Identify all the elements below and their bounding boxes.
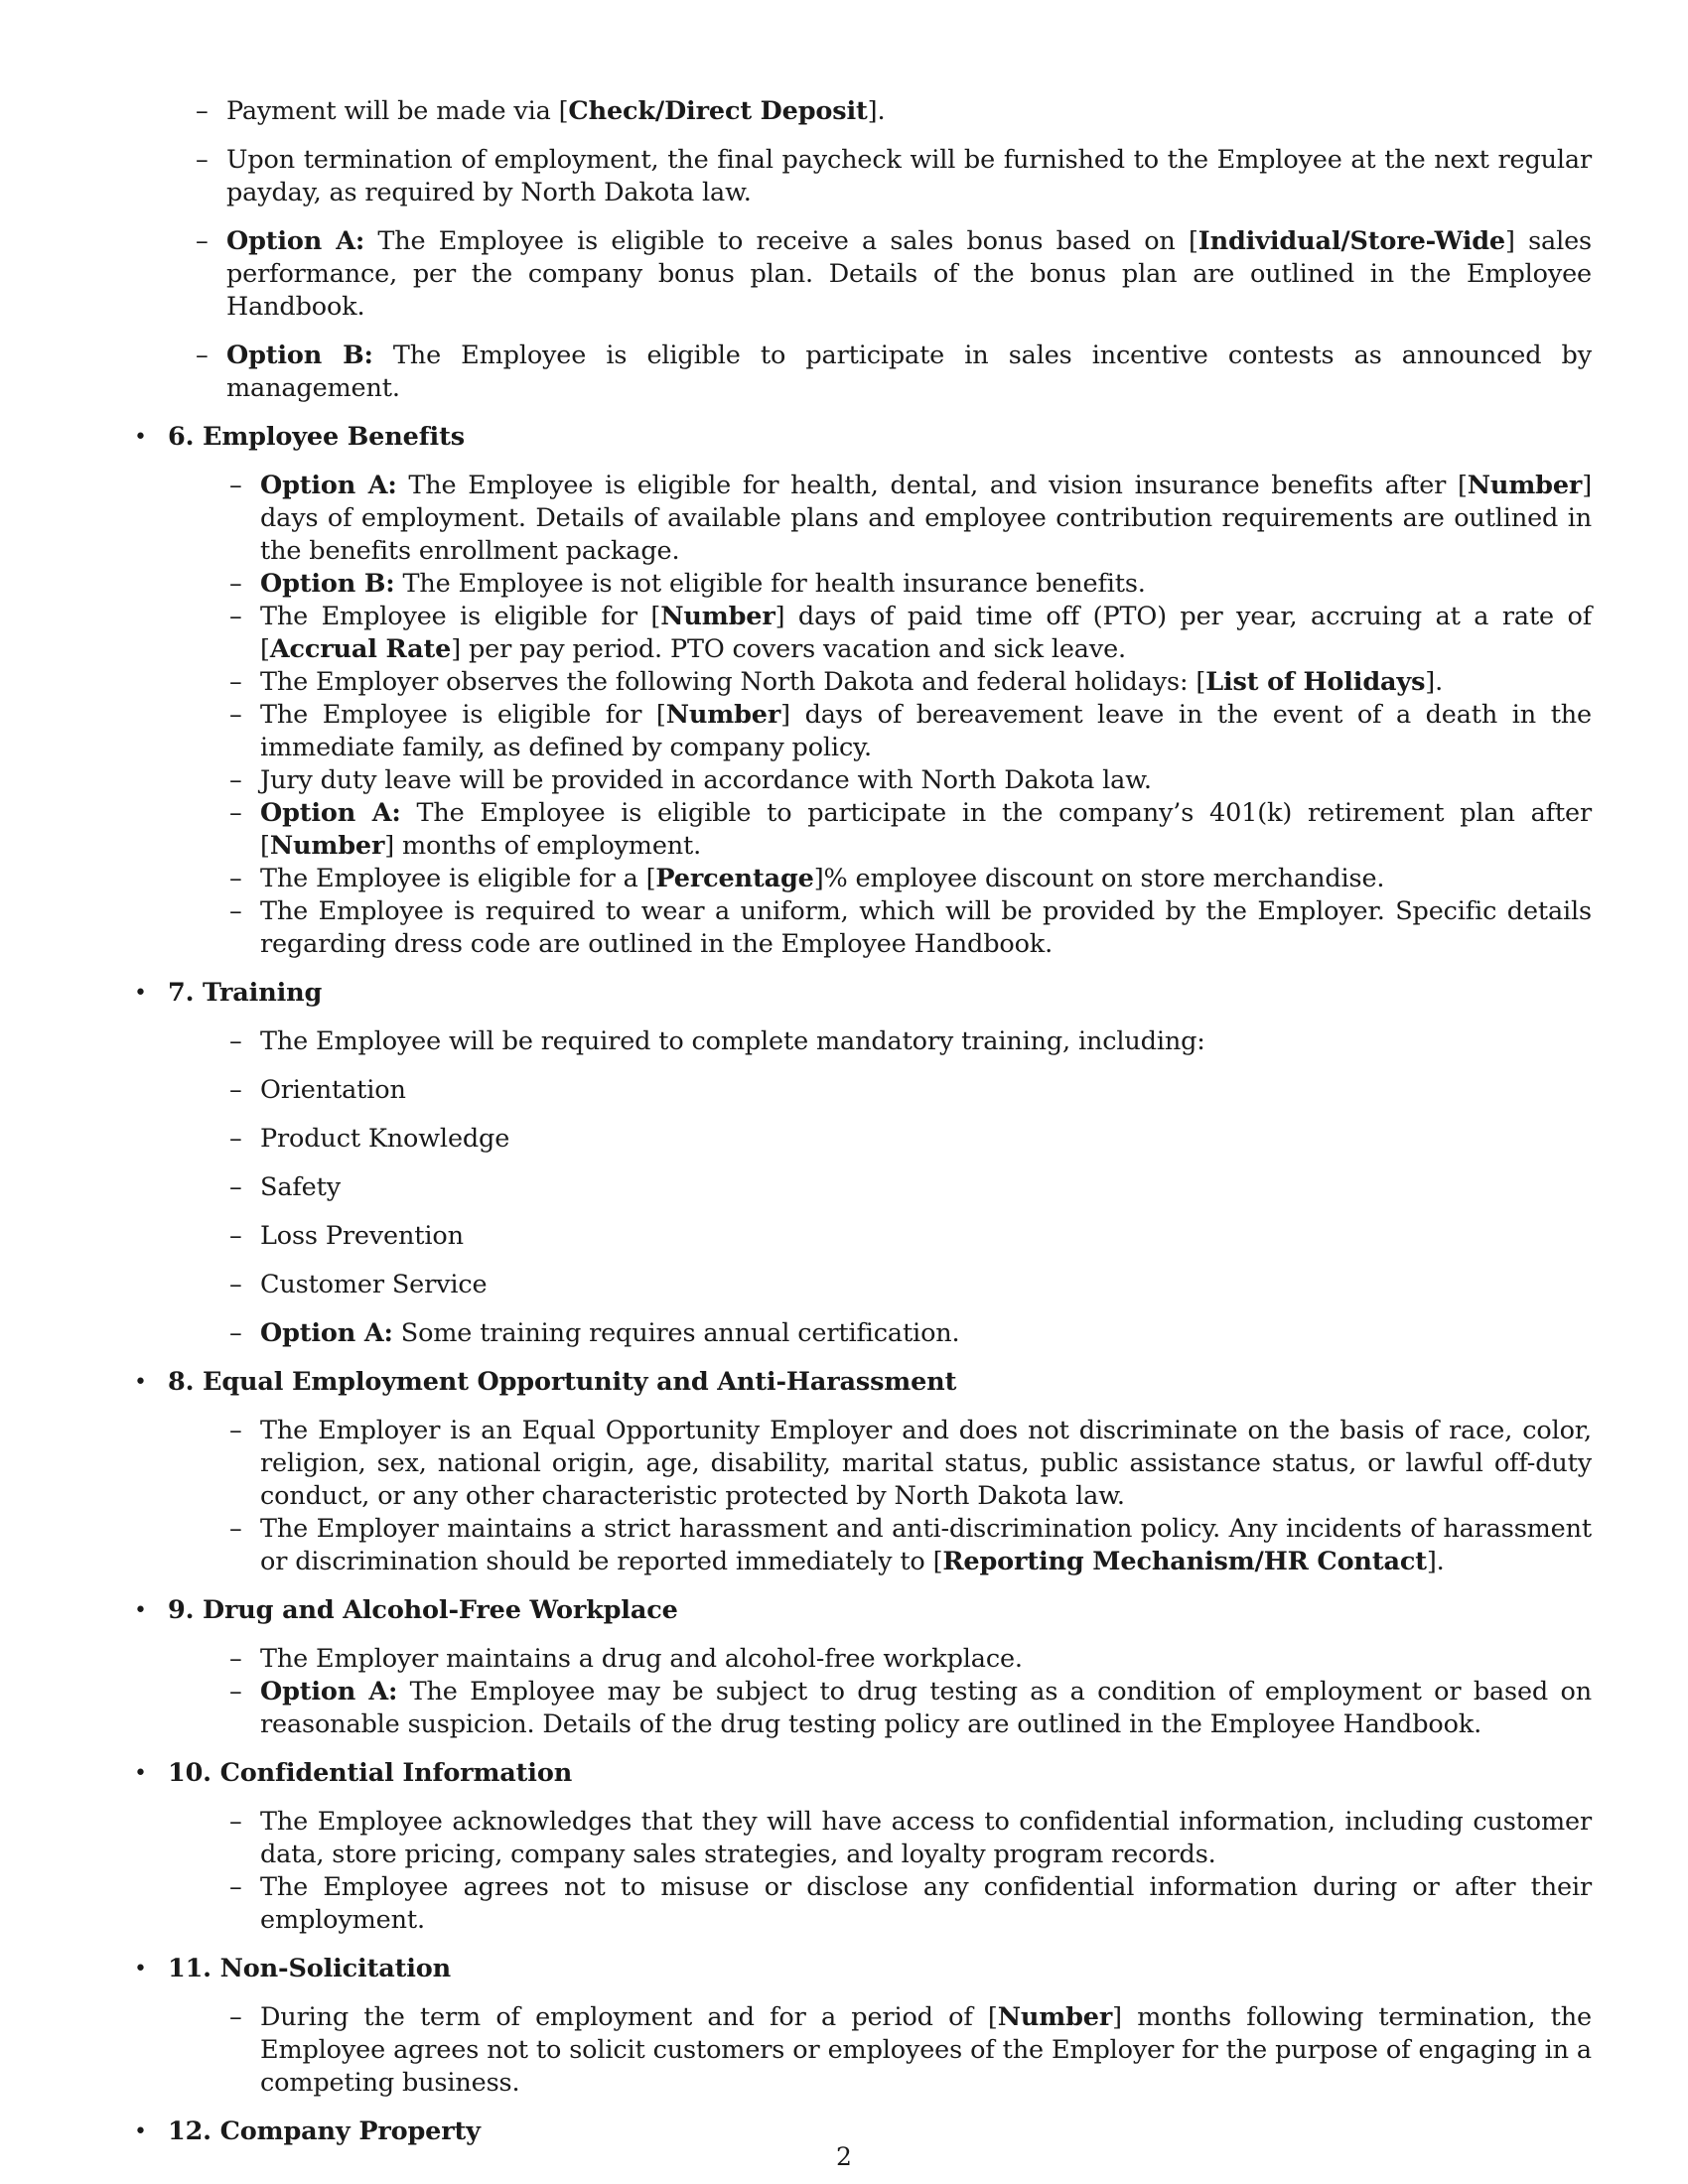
dash-marker: – (229, 1221, 242, 1251)
dash-marker: – (229, 1677, 242, 1706)
document-body (134, 95, 1592, 2164)
dash-marker: – (229, 765, 242, 795)
section-heading: 8. Equal Employment Opportunity and Anti-Harassment (168, 1367, 957, 1397)
dash-marker: – (229, 1416, 242, 1445)
dash-marker: – (229, 1026, 242, 1056)
list-item: – Loss Prevention (229, 1221, 464, 1251)
bullet-icon: • (134, 1761, 147, 1786)
list-item: – The Employer observes the following North Dakota and federal holidays: [List of Holidays]. (229, 667, 1444, 697)
section-heading: 11. Non-Solicitation (168, 1954, 452, 1983)
dash-marker: – (229, 1807, 242, 1837)
dash-marker: – (229, 667, 242, 697)
dash-marker: – (229, 1514, 242, 1544)
section-10-confidential (134, 1757, 1592, 1937)
dash-marker: – (229, 896, 242, 926)
section-heading: 6. Employee Benefits (168, 422, 465, 452)
list-item: – Product Knowledge (229, 1124, 510, 1154)
list-item: – The Employee will be required to complete mandatory training, including: (229, 1026, 1205, 1056)
list-item: – Option A: Some training requires annual certification. (229, 1318, 960, 1348)
list-item: – The Employee is eligible for a [Percentage]% employee discount on store merchandise. (229, 864, 1385, 893)
section-heading: 7. Training (168, 978, 323, 1008)
list-item: – Option B: The Employee is not eligible for health insurance benefits. (229, 569, 1146, 599)
list-item: – The Employee agrees not to misuse or disclose any confidential information during or after their employment. (229, 1872, 1592, 1935)
bullet-icon: • (134, 1957, 147, 1981)
list-item: – Safety (229, 1172, 341, 1202)
dash-marker: – (196, 341, 209, 370)
bullet-icon: • (134, 981, 147, 1006)
section-heading: 12. Company Property (168, 2116, 481, 2146)
dash-marker: – (229, 569, 242, 599)
dash-marker: – (196, 226, 209, 256)
section-11-non-solicitation (134, 1953, 1592, 2100)
bullet-icon: • (134, 425, 147, 450)
section-9-drug-alcohol (134, 1594, 1592, 1741)
dash-marker: – (196, 145, 209, 175)
list-item: – The Employee is required to wear a uniform, which will be provided by the Employer. Specific details regarding dress code are outlined in the Employee Handbook. (229, 896, 1592, 959)
dash-marker: – (229, 1172, 242, 1202)
section-6-employee-benefits (134, 421, 1592, 961)
dash-marker: – (229, 1318, 242, 1348)
list-item: – The Employee is eligible for [Number] days of bereavement leave in the event of a death in the immediate family, as defined by company policy. (229, 700, 1593, 762)
section-heading: 9. Drug and Alcohol-Free Workplace (168, 1595, 678, 1625)
list-item: – The Employer is an Equal Opportunity Employer and does not discriminate on the basis of race, color, religion, sex, national origin, age, disability, marital status, public assistance status, or lawful off-duty conduct, or any other characteristic protected by North Dakota law. (229, 1416, 1592, 1511)
dash-marker: – (229, 2002, 242, 2032)
list-item: – The Employee is eligible for [Number] days of paid time off (PTO) per year, accruing at a rate of [Accrual Rate] per pay period. PTO covers vacation and sick leave. (229, 602, 1592, 664)
dash-marker: – (229, 602, 242, 631)
list-item: – Orientation (229, 1075, 406, 1105)
list-item: – Upon termination of employment, the final paycheck will be furnished to the Employee at the next regular payday, as required by North Dakota law. (196, 145, 1592, 207)
dash-marker: – (229, 1270, 242, 1299)
list-item: – The Employer maintains a strict harassment and anti-discrimination policy. Any incidents of harassment or discrimination should be reported immediately to [Reporting Mechanism/HR Contact]. (229, 1514, 1592, 1576)
list-item: – Customer Service (229, 1270, 488, 1299)
list-item: – Jury duty leave will be provided in accordance with North Dakota law. (229, 765, 1152, 795)
dash-marker: – (229, 471, 242, 500)
dash-marker: – (229, 1075, 242, 1105)
dash-marker: – (229, 700, 242, 730)
list-item: – Payment will be made via [Check/Direct Deposit]. (196, 96, 886, 126)
section-5-continued (134, 95, 1592, 405)
section-heading: 10. Confidential Information (168, 1758, 573, 1788)
dash-marker: – (229, 1644, 242, 1674)
list-item: – Option B: The Employee is eligible to participate in sales incentive contests as announced by management. (196, 341, 1592, 403)
bullet-icon: • (134, 1370, 147, 1395)
dash-marker: – (229, 798, 242, 828)
dash-marker: – (229, 864, 242, 893)
list-item: – The Employee acknowledges that they will have access to confidential information, including customer data, store pricing, company sales strategies, and loyalty program records. (229, 1807, 1592, 1869)
page-number: 2 (836, 2142, 852, 2171)
bullet-icon: • (134, 2119, 147, 2144)
section-7-training (134, 977, 1592, 1350)
dash-marker: – (229, 1872, 242, 1902)
list-item: – During the term of employment and for a period of [Number] months following termination, the Employee agrees not to solicit customers or employees of the Employer for the purpose of engaging in a competing business. (229, 2002, 1592, 2098)
dash-marker: – (196, 96, 209, 126)
dash-marker: – (229, 1124, 242, 1154)
list-item: – Option A: The Employee may be subject to drug testing as a condition of employment or based on reasonable suspicion. Details of the drug testing policy are outlined in the Employee Handbook. (229, 1677, 1592, 1739)
section-8-equal-employment (134, 1366, 1592, 1578)
list-item: – Option A: The Employee is eligible to receive a sales bonus based on [Individual/Store-Wide] sales performance, per the company bonus plan. Details of the bonus plan are outlined in the Employee Handbook. (196, 226, 1592, 322)
list-item: – The Employer maintains a drug and alcohol-free workplace. (229, 1644, 1023, 1674)
list-item: – Option A: The Employee is eligible to participate in the company’s 401(k) retirement plan after [Number] months of employment. (229, 798, 1592, 861)
bullet-icon: • (134, 1598, 147, 1623)
list-item: – Option A: The Employee is eligible for health, dental, and vision insurance benefits after [Number] days of employment. Details of available plans and employee contribution requirements are outlined in the benefits enrollment package. (229, 471, 1592, 566)
section-list (134, 95, 1592, 2148)
